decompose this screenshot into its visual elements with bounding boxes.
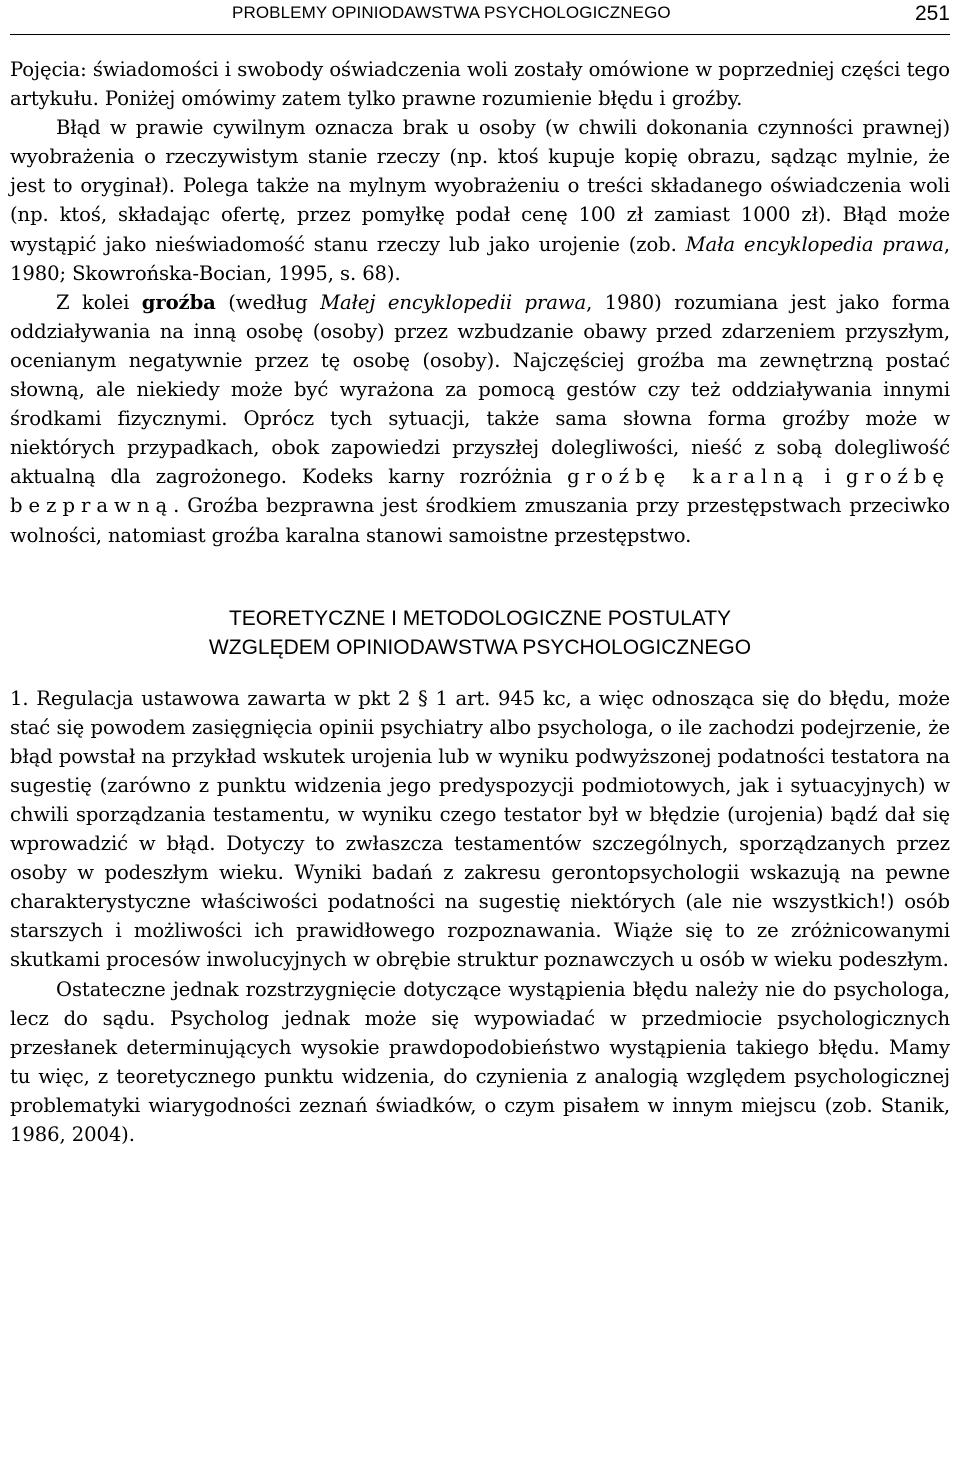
paragraph-text: Pojęcia: świadomości i swobody oświadczenia woli zostały omówione w poprzedniej części tego artykułu. Poniżej omówimy zatem tylko prawne rozumienie błędu i groźby. — [10, 58, 950, 111]
citation-title: Małej encyklopedii prawa — [320, 290, 587, 314]
page-number: 251 — [914, 2, 950, 25]
paragraph-final-decision — [10, 975, 950, 1150]
paragraph-text: (według — [215, 290, 321, 314]
section-heading — [10, 604, 950, 662]
paragraph-text: , 1980; Skowrońska-Bocian, 1995, s. 68). — [10, 232, 950, 285]
paragraph-threat-definition — [10, 288, 950, 550]
paragraph-text: Z kolei — [56, 290, 142, 314]
paragraph-text: Błąd w prawie cywilnym oznacza brak u osoby (w chwili dokonania czynności prawnej) wyobrażenia o rzeczywistym stanie rzeczy (np. ktoś kupuje kopię obrazu, sądząc mylnie, że jest to oryginał). Polega także na mylnym wyobrażeniu o treści składanego oświadczenia woli (np. ktoś, składając ofertę, przez pomyłkę podał cenę 100 zł zamiast 1000 zł). Błąd może wystąpić jako nieświadomość stanu rzeczy lub jako urojenie (zob. — [10, 116, 950, 256]
paragraph-text: , 1980) rozumiana jest jako forma oddziaływania na inną osobę (osoby) przez wzbudzanie obawy przed zdarzeniem przyszłym, ocenianym negatywnie przez tę osobę (osoby). Najczęściej groźba ma zewnętrzną postać słowną, ale niekiedy może być wyrażona za pomocą gestów czy też oddziaływania innymi środkami fizycznymi. Oprócz tych sytuacji, także sama słowna forma groźby może w niektórych przypadkach, obok zapowiedzi przyszłej dolegliwości, nieść z sobą dolegliwość aktualną dla zagrożonego. Kodeks karny rozróżnia — [10, 290, 950, 489]
paragraph-text: . Groźba bezprawna jest środkiem zmuszania przy przestępstwach przeciwko wolności, natomiast groźba karalna stanowi samoistne przestępstwo. — [10, 494, 950, 547]
term-spaced: groźbę karalną — [567, 465, 810, 489]
paragraph-concepts — [10, 55, 950, 113]
section-heading-line: WZGLĘDEM OPINIODAWSTWA PSYCHOLOGICZNEGO — [208, 635, 752, 659]
running-title: PROBLEMY OPINIODAWSTWA PSYCHOLOGICZNEGO — [232, 3, 671, 22]
term-spaced: groźbę bezprawną — [10, 465, 950, 518]
paragraph-text: Ostateczne jednak rozstrzygnięcie dotyczące wystąpienia błędu należy nie do psychologa, lecz do sądu. Psycholog jednak może się wypowiadać w przedmiocie psychologicznych przesłanek determinujących wysokie prawdopodobieństwo wystąpienia takiego błędu. Mamy tu więc, z teoretycznego punktu widzenia, do czynienia z analogią względem psychologicznej problematyki wiarygodności zeznań świadków, o czym pisałem w innym miejscu (zob. Stanik, 1986, 2004). — [10, 977, 950, 1146]
paragraph-error-definition — [10, 113, 950, 288]
document-page — [10, 0, 950, 1465]
paragraph-text: i — [809, 465, 846, 489]
paragraph-regulation — [10, 684, 950, 975]
section-postulates — [10, 684, 950, 1150]
running-header — [10, 0, 950, 35]
section-heading-line: TEORETYCZNE I METODOLOGICZNE POSTULATY — [228, 606, 732, 630]
paragraph-text: 1. Regulacja ustawowa zawarta w pkt 2 § 1 art. 945 kc, a więc odnosząca się do błędu, może stać się powodem zasięgnięcia opinii psychiatry albo psychologa, o ile zachodzi podejrzenie, że błąd powstał na przykład wskutek urojenia lub w wyniku podwyższonej podatności testatora na sugestię (zarówno z punktu widzenia jego predyspozycji podmiotowych, jak i sytuacyjnych) w chwili sporządzania testamentu, w wyniku czego testator był w błędzie (urojenia) bądź dał się wprowadzić w błąd. Dotyczy to zwłaszcza testamentów szczególnych, sporządzanych przez osoby w podeszłym wieku. Wyniki badań z zakresu gerontopsychologii wskazują na pewne charakterystyczne właściwości podatności na sugestię niektórych (ale nie wszystkich!) osób starszych i możliwości ich prawidłowego rozpoznawania. Wiąże się to ze zróżnicowanymi skutkami procesów inwolucyjnych w obrębie struktur poznawczych u osób w wieku podeszłym. — [10, 686, 950, 972]
term-bold: groźba — [141, 290, 216, 314]
section-error-and-threat — [10, 55, 950, 550]
citation-title: Mała encyklopedia prawa — [685, 232, 944, 256]
